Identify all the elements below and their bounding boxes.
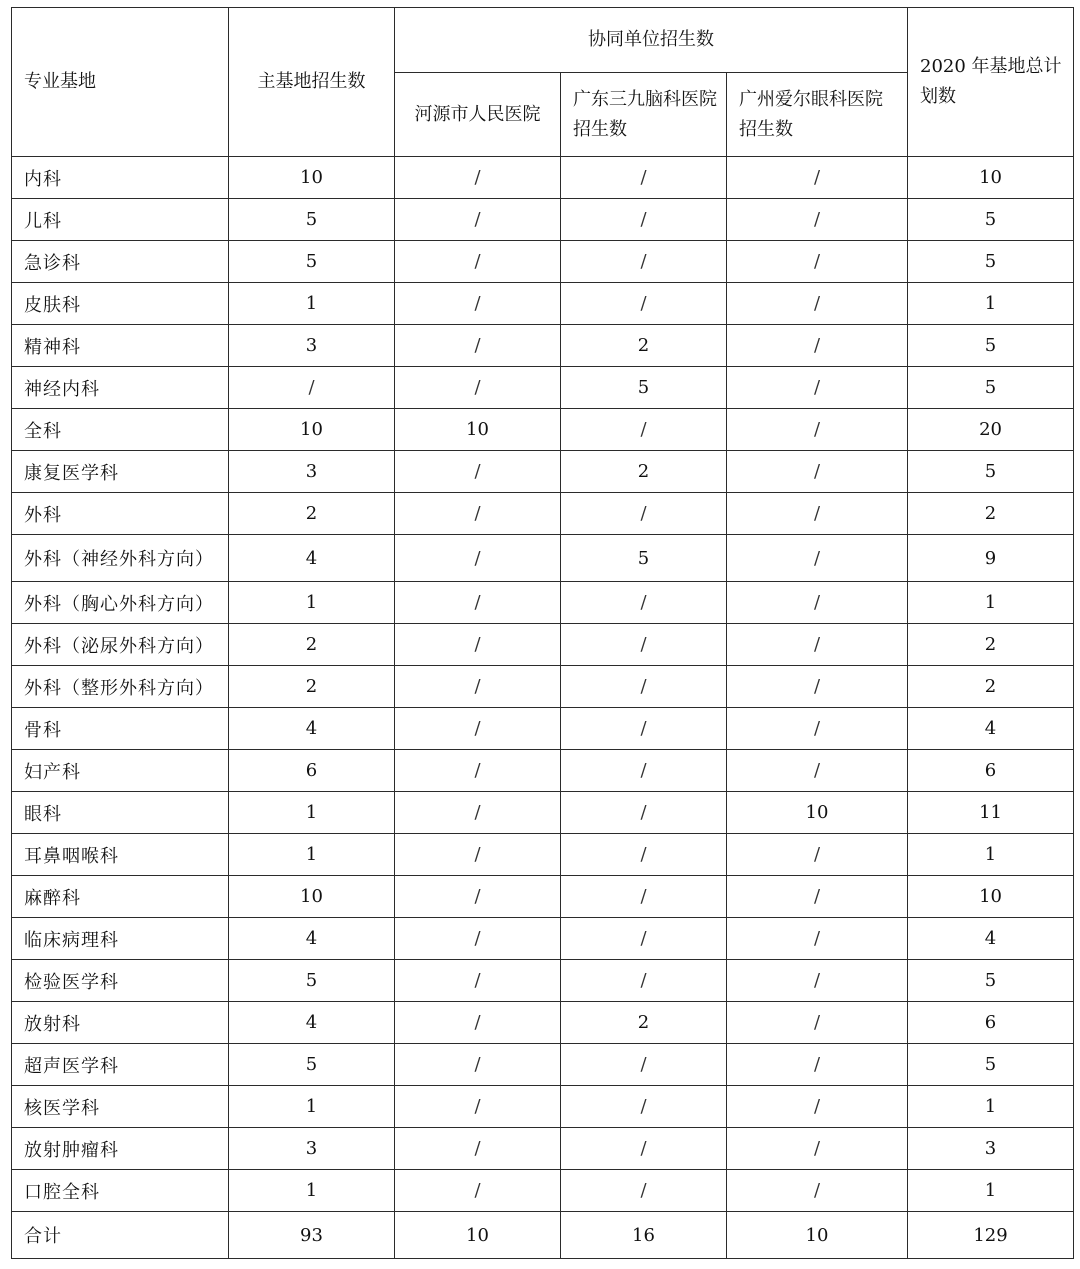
cell-major: 麻醉科 xyxy=(12,876,229,918)
table-row xyxy=(12,451,1074,493)
cell-major: 康复医学科 xyxy=(12,451,229,493)
cell-major: 皮肤科 xyxy=(12,283,229,325)
enrollment-table xyxy=(11,7,1074,1259)
cell-major: 全科 xyxy=(12,409,229,451)
cell-heyuan: / xyxy=(395,1128,561,1170)
cell-aier: / xyxy=(727,1128,908,1170)
table-row xyxy=(12,666,1074,708)
cell-aier: / xyxy=(727,283,908,325)
header-sanjiu: 广东三九脑科医院招生数 xyxy=(561,73,727,157)
cell-aier: / xyxy=(727,157,908,199)
cell-main-base: 2 xyxy=(229,666,395,708)
table-row xyxy=(12,1128,1074,1170)
table-row xyxy=(12,750,1074,792)
cell-main-base: 3 xyxy=(229,325,395,367)
table-body xyxy=(12,157,1074,1259)
cell-sanjiu: / xyxy=(561,708,727,750)
cell-sanjiu: 16 xyxy=(561,1212,727,1259)
cell-aier: / xyxy=(727,666,908,708)
cell-aier: / xyxy=(727,750,908,792)
header-major: 专业基地 xyxy=(12,8,229,157)
cell-main-base: 3 xyxy=(229,1128,395,1170)
table-header xyxy=(12,8,1074,157)
cell-sanjiu: 2 xyxy=(561,325,727,367)
cell-total: 3 xyxy=(908,1128,1074,1170)
cell-total: 5 xyxy=(908,367,1074,409)
cell-main-base: 3 xyxy=(229,451,395,493)
cell-heyuan: / xyxy=(395,493,561,535)
cell-total: 1 xyxy=(908,582,1074,624)
cell-total: 2 xyxy=(908,493,1074,535)
cell-major: 外科（整形外科方向） xyxy=(12,666,229,708)
cell-heyuan: / xyxy=(395,283,561,325)
table-row xyxy=(12,1002,1074,1044)
cell-total: 4 xyxy=(908,918,1074,960)
cell-heyuan: / xyxy=(395,199,561,241)
cell-sanjiu: / xyxy=(561,876,727,918)
cell-total: 10 xyxy=(908,876,1074,918)
cell-sanjiu: 2 xyxy=(561,1002,727,1044)
cell-major: 神经内科 xyxy=(12,367,229,409)
cell-heyuan: / xyxy=(395,708,561,750)
cell-aier: / xyxy=(727,493,908,535)
cell-major: 精神科 xyxy=(12,325,229,367)
cell-heyuan: / xyxy=(395,624,561,666)
cell-heyuan: / xyxy=(395,960,561,1002)
cell-total: 1 xyxy=(908,283,1074,325)
cell-total: 5 xyxy=(908,325,1074,367)
cell-total: 11 xyxy=(908,792,1074,834)
cell-sanjiu: 5 xyxy=(561,535,727,582)
cell-major: 放射科 xyxy=(12,1002,229,1044)
cell-major: 放射肿瘤科 xyxy=(12,1128,229,1170)
cell-heyuan: 10 xyxy=(395,1212,561,1259)
cell-major: 内科 xyxy=(12,157,229,199)
cell-heyuan: / xyxy=(395,792,561,834)
cell-main-base: 5 xyxy=(229,960,395,1002)
cell-total: 1 xyxy=(908,834,1074,876)
table-row xyxy=(12,325,1074,367)
cell-heyuan: / xyxy=(395,666,561,708)
cell-sanjiu: / xyxy=(561,834,727,876)
cell-major: 口腔全科 xyxy=(12,1170,229,1212)
cell-sanjiu: / xyxy=(561,157,727,199)
table-row xyxy=(12,493,1074,535)
cell-major: 外科（神经外科方向） xyxy=(12,535,229,582)
cell-aier: / xyxy=(727,451,908,493)
cell-major: 儿科 xyxy=(12,199,229,241)
cell-main-base: 93 xyxy=(229,1212,395,1259)
table-row xyxy=(12,582,1074,624)
header-total-2020: 2020 年基地总计划数 xyxy=(908,8,1074,157)
header-collab-group: 协同单位招生数 xyxy=(395,8,908,73)
cell-heyuan: 10 xyxy=(395,409,561,451)
cell-major: 眼科 xyxy=(12,792,229,834)
cell-heyuan: / xyxy=(395,1044,561,1086)
cell-heyuan: / xyxy=(395,876,561,918)
cell-main-base: / xyxy=(229,367,395,409)
table-row xyxy=(12,535,1074,582)
cell-sanjiu: / xyxy=(561,918,727,960)
cell-aier: / xyxy=(727,1086,908,1128)
cell-major: 核医学科 xyxy=(12,1086,229,1128)
cell-heyuan: / xyxy=(395,535,561,582)
cell-aier: / xyxy=(727,199,908,241)
cell-major: 检验医学科 xyxy=(12,960,229,1002)
cell-aier: / xyxy=(727,325,908,367)
cell-major: 外科（胸心外科方向） xyxy=(12,582,229,624)
table-row xyxy=(12,1086,1074,1128)
cell-sanjiu: / xyxy=(561,1086,727,1128)
cell-major: 骨科 xyxy=(12,708,229,750)
cell-aier: / xyxy=(727,624,908,666)
table-row xyxy=(12,283,1074,325)
cell-total: 20 xyxy=(908,409,1074,451)
header-heyuan: 河源市人民医院 xyxy=(395,73,561,157)
cell-main-base: 1 xyxy=(229,283,395,325)
cell-sanjiu: 5 xyxy=(561,367,727,409)
cell-heyuan: / xyxy=(395,451,561,493)
cell-sanjiu: / xyxy=(561,960,727,1002)
cell-heyuan: / xyxy=(395,1086,561,1128)
cell-major: 急诊科 xyxy=(12,241,229,283)
table-row xyxy=(12,367,1074,409)
table-row xyxy=(12,199,1074,241)
cell-main-base: 2 xyxy=(229,624,395,666)
cell-aier: / xyxy=(727,1170,908,1212)
cell-main-base: 1 xyxy=(229,792,395,834)
cell-aier: / xyxy=(727,409,908,451)
cell-total: 2 xyxy=(908,624,1074,666)
cell-major: 外科（泌尿外科方向） xyxy=(12,624,229,666)
cell-aier: / xyxy=(727,918,908,960)
cell-sanjiu: / xyxy=(561,750,727,792)
table-row xyxy=(12,241,1074,283)
cell-aier: / xyxy=(727,708,908,750)
cell-total: 5 xyxy=(908,1044,1074,1086)
cell-sanjiu: / xyxy=(561,199,727,241)
cell-main-base: 4 xyxy=(229,918,395,960)
cell-main-base: 1 xyxy=(229,834,395,876)
cell-sanjiu: / xyxy=(561,409,727,451)
cell-sanjiu: / xyxy=(561,582,727,624)
cell-aier: / xyxy=(727,535,908,582)
cell-aier: 10 xyxy=(727,1212,908,1259)
cell-total: 5 xyxy=(908,451,1074,493)
cell-major: 耳鼻咽喉科 xyxy=(12,834,229,876)
cell-major: 临床病理科 xyxy=(12,918,229,960)
document-page xyxy=(11,7,1074,1259)
cell-heyuan: / xyxy=(395,157,561,199)
cell-sanjiu: / xyxy=(561,241,727,283)
cell-aier: / xyxy=(727,1002,908,1044)
cell-total: 6 xyxy=(908,1002,1074,1044)
cell-total: 4 xyxy=(908,708,1074,750)
table-row xyxy=(12,1170,1074,1212)
cell-sanjiu: / xyxy=(561,283,727,325)
cell-sanjiu: / xyxy=(561,1128,727,1170)
cell-total: 5 xyxy=(908,241,1074,283)
cell-aier: / xyxy=(727,582,908,624)
cell-total: 10 xyxy=(908,157,1074,199)
cell-major: 超声医学科 xyxy=(12,1044,229,1086)
cell-total: 1 xyxy=(908,1086,1074,1128)
cell-main-base: 5 xyxy=(229,199,395,241)
cell-sanjiu: / xyxy=(561,792,727,834)
table-total-row xyxy=(12,1212,1074,1259)
cell-main-base: 1 xyxy=(229,1170,395,1212)
cell-sanjiu: 2 xyxy=(561,451,727,493)
cell-major: 合计 xyxy=(12,1212,229,1259)
table-row xyxy=(12,918,1074,960)
cell-total: 6 xyxy=(908,750,1074,792)
cell-total: 1 xyxy=(908,1170,1074,1212)
cell-sanjiu: / xyxy=(561,1044,727,1086)
cell-main-base: 6 xyxy=(229,750,395,792)
cell-aier: / xyxy=(727,876,908,918)
cell-total: 2 xyxy=(908,666,1074,708)
cell-heyuan: / xyxy=(395,1170,561,1212)
cell-main-base: 10 xyxy=(229,409,395,451)
cell-heyuan: / xyxy=(395,750,561,792)
table-row xyxy=(12,960,1074,1002)
cell-main-base: 10 xyxy=(229,876,395,918)
cell-total: 9 xyxy=(908,535,1074,582)
cell-main-base: 1 xyxy=(229,582,395,624)
table-row xyxy=(12,409,1074,451)
cell-total: 129 xyxy=(908,1212,1074,1259)
cell-aier: / xyxy=(727,367,908,409)
table-row xyxy=(12,708,1074,750)
table-row xyxy=(12,624,1074,666)
table-row xyxy=(12,876,1074,918)
cell-aier: / xyxy=(727,960,908,1002)
header-aier: 广州爱尔眼科医院招生数 xyxy=(727,73,908,157)
cell-aier: / xyxy=(727,1044,908,1086)
table-row xyxy=(12,157,1074,199)
cell-main-base: 10 xyxy=(229,157,395,199)
cell-aier: 10 xyxy=(727,792,908,834)
cell-heyuan: / xyxy=(395,834,561,876)
cell-major: 外科 xyxy=(12,493,229,535)
cell-heyuan: / xyxy=(395,241,561,283)
cell-total: 5 xyxy=(908,960,1074,1002)
cell-main-base: 1 xyxy=(229,1086,395,1128)
cell-main-base: 5 xyxy=(229,241,395,283)
table-row xyxy=(12,792,1074,834)
cell-aier: / xyxy=(727,241,908,283)
cell-heyuan: / xyxy=(395,325,561,367)
cell-heyuan: / xyxy=(395,918,561,960)
header-main-base: 主基地招生数 xyxy=(229,8,395,157)
table-row xyxy=(12,1044,1074,1086)
cell-heyuan: / xyxy=(395,1002,561,1044)
cell-main-base: 4 xyxy=(229,1002,395,1044)
cell-main-base: 5 xyxy=(229,1044,395,1086)
cell-main-base: 4 xyxy=(229,708,395,750)
cell-heyuan: / xyxy=(395,582,561,624)
cell-aier: / xyxy=(727,834,908,876)
cell-sanjiu: / xyxy=(561,666,727,708)
cell-main-base: 2 xyxy=(229,493,395,535)
cell-total: 5 xyxy=(908,199,1074,241)
cell-sanjiu: / xyxy=(561,1170,727,1212)
cell-heyuan: / xyxy=(395,367,561,409)
table-row xyxy=(12,834,1074,876)
cell-sanjiu: / xyxy=(561,493,727,535)
cell-major: 妇产科 xyxy=(12,750,229,792)
cell-main-base: 4 xyxy=(229,535,395,582)
cell-sanjiu: / xyxy=(561,624,727,666)
